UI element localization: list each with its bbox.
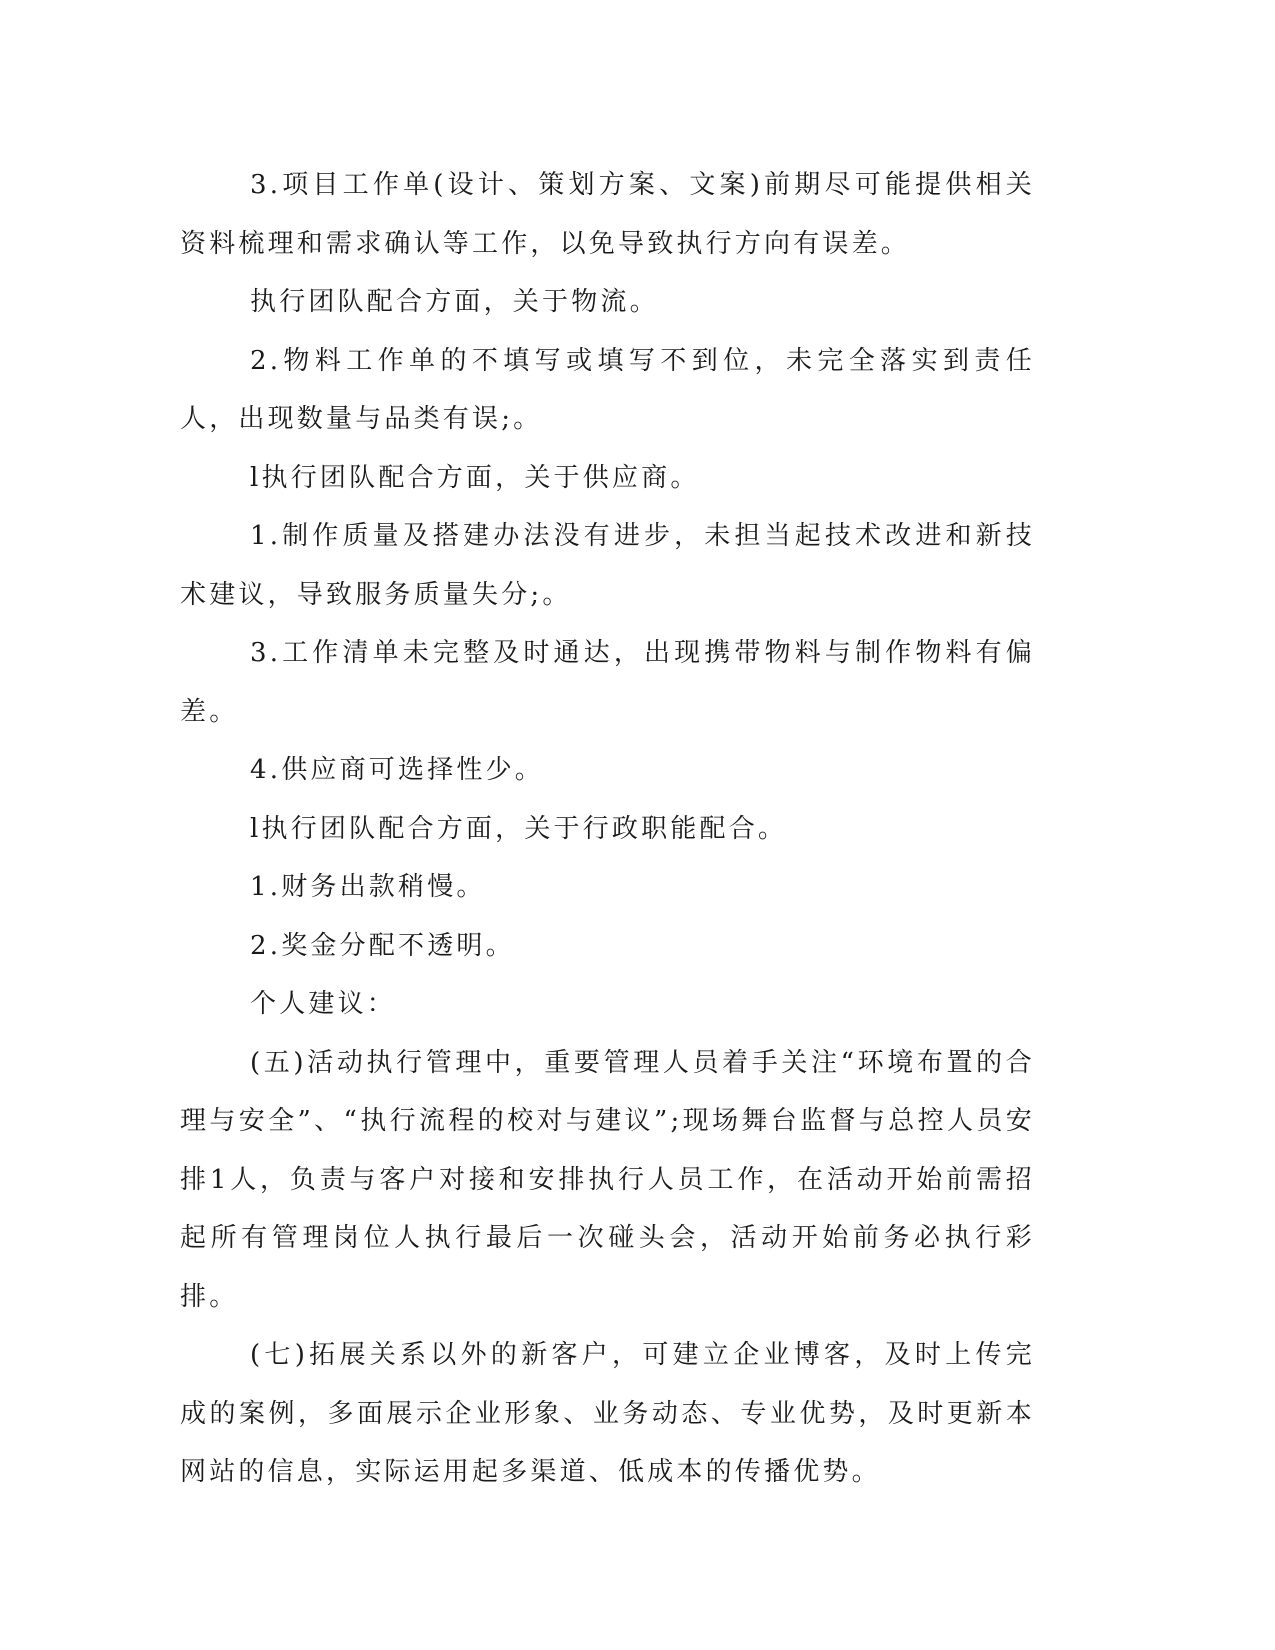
paragraph-work-checklist: 3.工作清单未完整及时通达，出现携带物料与制作物料有偏差。 (180, 638, 1035, 727)
paragraph-supplier-choice: 4.供应商可选择性少。 (250, 755, 545, 785)
paragraph-admin-heading: l执行团队配合方面，关于行政职能配合。 (250, 813, 788, 844)
paragraph-suggestion-seven: (七)拓展关系以外的新客户，可建立企业博客，及时上传完成的案例，多面展示企业形象、业务动态、专业优势，及时更新本网站的信息，实际运用起多渠道、低成本的传播优势。 (180, 1340, 1035, 1487)
paragraph-finance-payment: 1.财务出款稍慢。 (250, 872, 486, 902)
document-body (180, 156, 1035, 1502)
paragraph-suggestion-five: (五)活动执行管理中，重要管理人员着手关注“环境布置的合理与安全”、“执行流程的校对与建议”;现场舞台监督与总控人员安排1人，负责与客户对接和安排执行人员工作，在活动开始前需招起所有管理岗位人执行最后一次碰头会，活动开始前务必执行彩排。 (180, 1047, 1035, 1312)
paragraph-bonus-distribution: 2.奖金分配不透明。 (250, 930, 515, 961)
paragraph-supplier-heading: l执行团队配合方面，关于供应商。 (250, 462, 700, 493)
paragraph-material-worksheet: 2.物料工作单的不填写或填写不到位，未完全落实到责任人，出现数量与品类有误;。 (180, 345, 1035, 434)
paragraph-logistics-heading: 执行团队配合方面，关于物流。 (250, 287, 659, 317)
paragraph-personal-suggestions-heading: 个人建议： (250, 989, 397, 1019)
paragraph-production-quality: 1.制作质量及搭建办法没有进步，未担当起技术改进和新技术建议，导致服务质量失分;。 (180, 521, 1035, 610)
paragraph-project-worksheet: 3.项目工作单(设计、策划方案、文案)前期尽可能提供相关资料梳理和需求确认等工作，以免导致执行方向有误差。 (180, 170, 1035, 259)
